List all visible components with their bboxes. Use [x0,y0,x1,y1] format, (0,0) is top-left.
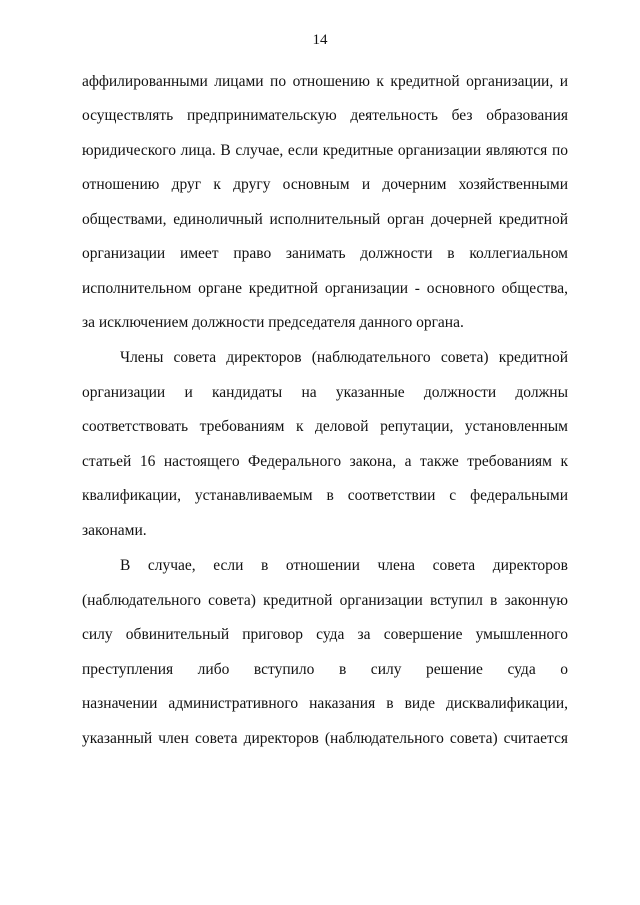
text-line: указанный член совета директоров (наблюдательного совета) считается [82,730,568,747]
text-line: аффилированными лицами по отношению к кредитной организации, и [82,73,568,90]
page-number: 14 [312,32,328,48]
text-line: (наблюдательного совета) кредитной организации вступил в законную [82,592,568,609]
text-line: исполнительном органе кредитной организации - основного общества, [82,280,568,297]
text-line: за исключением должности председателя данного органа. [82,314,464,331]
text-line: силу обвинительный приговор суда за совершение умышленного [82,626,568,643]
text-line: юридического лица. В случае, если кредитные организации являются по [82,142,568,159]
text-line: организации и кандидаты на указанные должности должны [82,384,568,401]
text-line: соответствовать требованиям к деловой репутации, установленным [82,418,568,435]
text-line: назначении административного наказания в виде дисквалификации, [82,695,568,712]
text-line: Члены совета директоров (наблюдательного совета) кредитной [120,349,568,366]
text-line: преступления либо вступило в силу решение суда о [82,661,568,678]
text-line: В случае, если в отношении члена совета директоров [120,557,568,574]
text-line: статьей 16 настоящего Федерального закона, а также требованиям к [82,453,568,470]
text-line: законами. [82,522,147,539]
text-line: отношению друг к другу основным и дочерним хозяйственными [82,176,568,193]
text-line: обществами, единоличный исполнительный орган дочерней кредитной [82,211,568,228]
text-line: организации имеет право занимать должности в коллегиальном [82,245,568,262]
text-line: осуществлять предпринимательскую деятельность без образования [82,107,568,124]
text-line: квалификации, устанавливаемым в соответствии с федеральными [82,487,568,504]
